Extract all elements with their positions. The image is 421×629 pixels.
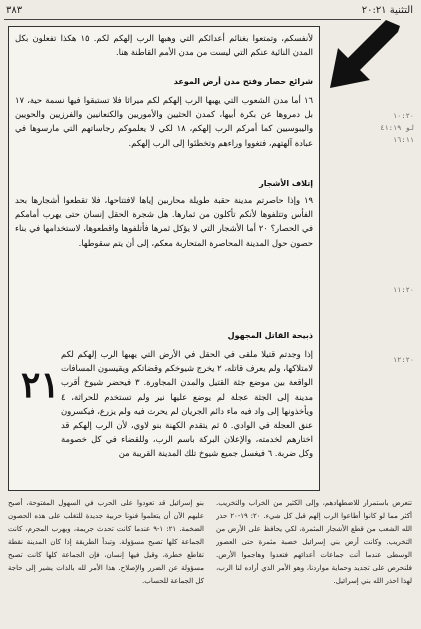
page-number: ٣٨٣: [6, 4, 23, 16]
commentary-column-right: تتعرض باستمرار للاضطهادهم، وإلى الكثير من الخراب والتخريب. أكثر مما لو كانوا أطاعوا الرب إلهم قبل كل شيء. ٢٠: ١٩-٢٠ حذر الله الشعب من قطع الأشجار المثمرة، لكي يحافظ على الأرض من التخريب. وكانت أرض بني إسرائيل خصبة مثمرة حتى العصور الوسطى عندما أتت جماعات أعدائهم فتعدوا وهاجموا الأرض. فلنحرص على تجديد وحماية مواردنا، وهو الأمر الذي أراده لنا الرب، لهذا احذر الله بني إسرائيل.: [216, 499, 412, 585]
margin-ref: لو ٤١:١٩: [380, 124, 414, 132]
section-heading-1: شرائع حصار وفتح مدن أرض الموعد: [173, 77, 313, 86]
section-heading-3: ذبيحة القاتل المجهول: [227, 331, 313, 340]
scripture-text-box: [8, 26, 320, 491]
paragraph-2: ١٦ أما مدن الشعوب التي يهبها الرب إلهكم لكم ميراثا فلا تستبقوا فيها نسمة حية، ١٧ بل دمروها عن بكرة أبيها، كمدن الحثيين والأموريين والكنعانيين والفرزيين والحويين واليبوسيين كما أمركم الرب إلهكم، ١٨ لكي لا يعلموكم رجاساتهم التي مارسوها في عبادة آلهتهم، فتغووا وراءهم وتخطئوا إلى الرب إلهكم.: [15, 95, 313, 148]
page-header: [6, 2, 413, 18]
paragraph-3: ١٩ وإذا حاصرتم مدينة حقبة طويلة محاربين إياها لافتتاحها، فلا تقطعوا أشجارها بحد الفأس وتتلفوها لأنكم تأكلون من ثمارها. هل شجرة الحقل إنسان حتى يهرب أمامكم في الحصار؟ ٢٠ أما الأشجار التي لا يؤكل ثمرها فأتلفوها واقطعوها، لاستخدامها في بناء حصون حول المدينة المحاصرة المتحاربة معكم، إلى أن يتم سقوطها.: [15, 195, 313, 248]
pointer-arrow-icon: [312, 18, 404, 100]
paragraph-4: إذا وجدتم قتيلا ملقى في الحقل في الأرض التي يهبها الرب إلهكم لكم لامتلاكها، ولم يعرف قاتله، ٢ يخرج شيوخكم وقضاتكم ويقيسون المسافات الواقعة بين موضع جثة القتيل والمدن المجاورة. ٣ فيحضر شيوخ أقرب مدينة إلى الجثة عجلة لم يوضع عليها نير ولم تستخدم للحراثة، ٤ ويأخذونها إلى واد فيه ماء دائم الجريان لم يحرث فيه ولم يزرع، فيكسرون عنق العجلة في الوادي. ٥ ثم يتقدم الكهنة بنو لاوي، لأن الرب إلهكم قد اختارهم لخدمته، والإعلان البركة باسم الرب، وللقضاء في كل خصومة وكل ضربة. ٦ فيغسل جميع شيوخ تلك المدينة القريبة من: [61, 349, 313, 459]
paragraph-1: لأنفسكم، وتمتعوا بغنائم أعدائكم التي وهبها الرب إلهكم لكم. ١٥ هكذا تفعلون بكل المدن النائية عنكم التي ليست من مدن الأمم القاطنة هنا.: [15, 33, 313, 58]
margin-ref: ١٢:٢٠: [392, 356, 414, 364]
margin-ref: ١٠:٢٠: [392, 112, 414, 120]
running-title: التثنية ٢٠:٢١: [361, 4, 413, 16]
commentary-section: [8, 497, 412, 627]
margin-ref: ١٦:١١: [392, 136, 414, 144]
section-heading-2: إتلاف الأشجار: [259, 179, 313, 188]
commentary-column-left: بنو إسرائيل قد تعودوا على الحرب في السهول المفتوحة، أصبح عليهم الآن أن يتعلموا فنونا حربية جديدة للتغلب على هذه الحصون الضخمة. ٢١: ١-٩ عندما كانت تحدث جريمة، ويهرب المجرم، كانت الجماعة كلها تصبح مسؤولة. وتبدأ الطريقة إذا كان المدينة نقطة تقاطع خطرة، وقيل فيها إنسان، فإن الجماعة كلها كانت تصبح مسؤولة عن الضرر والإصلاح. هذا الأمر لله بالذات يشير إلى حاجة كل الجماعة للحساب.: [8, 499, 204, 585]
chapter-drop-cap: ٢١: [21, 364, 60, 406]
margin-ref: ١١:٢٠: [392, 286, 414, 294]
